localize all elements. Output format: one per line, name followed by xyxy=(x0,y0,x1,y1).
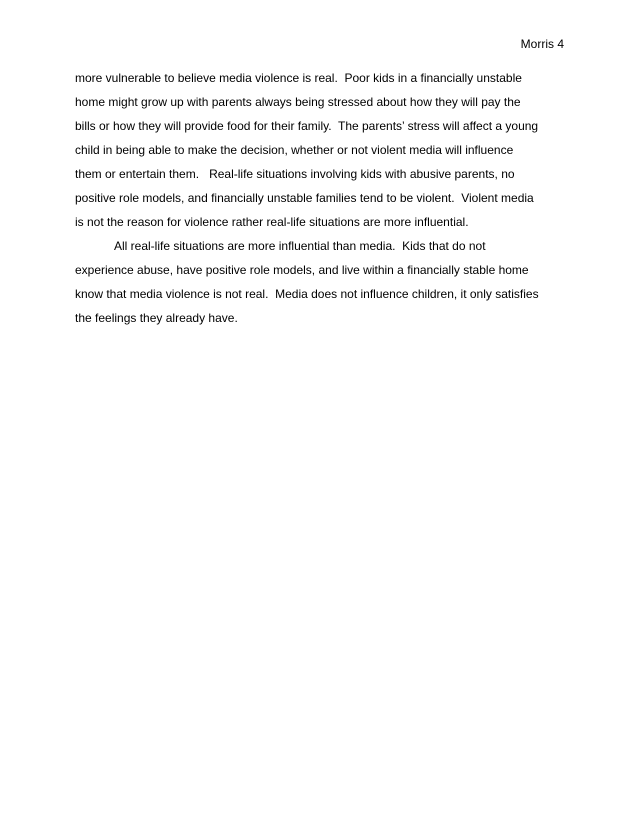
text-line: bills or how they will provide food for their family. The parents’ stress will affect a young xyxy=(75,119,539,133)
running-head: Morris 4 xyxy=(520,37,564,51)
text-line: child in being able to make the decision, whether or not violent media will influence xyxy=(75,143,514,157)
text-line: positive role models, and financially unstable families tend to be violent. Violent media xyxy=(75,191,534,205)
text-line: the feelings they already have. xyxy=(75,311,238,325)
body-text xyxy=(75,66,575,330)
text-line: experience abuse, have positive role models, and live within a financially stable home xyxy=(75,263,529,277)
paragraph-first-line: All real-life situations are more influential than media. Kids that do not xyxy=(114,239,486,253)
text-line: know that media violence is not real. Media does not influence children, it only satisfies xyxy=(75,287,539,301)
text-line: home might grow up with parents always being stressed about how they will pay the xyxy=(75,95,521,109)
text-line: more vulnerable to believe media violence is real. Poor kids in a financially unstable xyxy=(75,71,522,85)
text-line: them or entertain them. Real-life situations involving kids with abusive parents, no xyxy=(75,167,515,181)
text-line: is not the reason for violence rather real-life situations are more influential. xyxy=(75,215,469,229)
